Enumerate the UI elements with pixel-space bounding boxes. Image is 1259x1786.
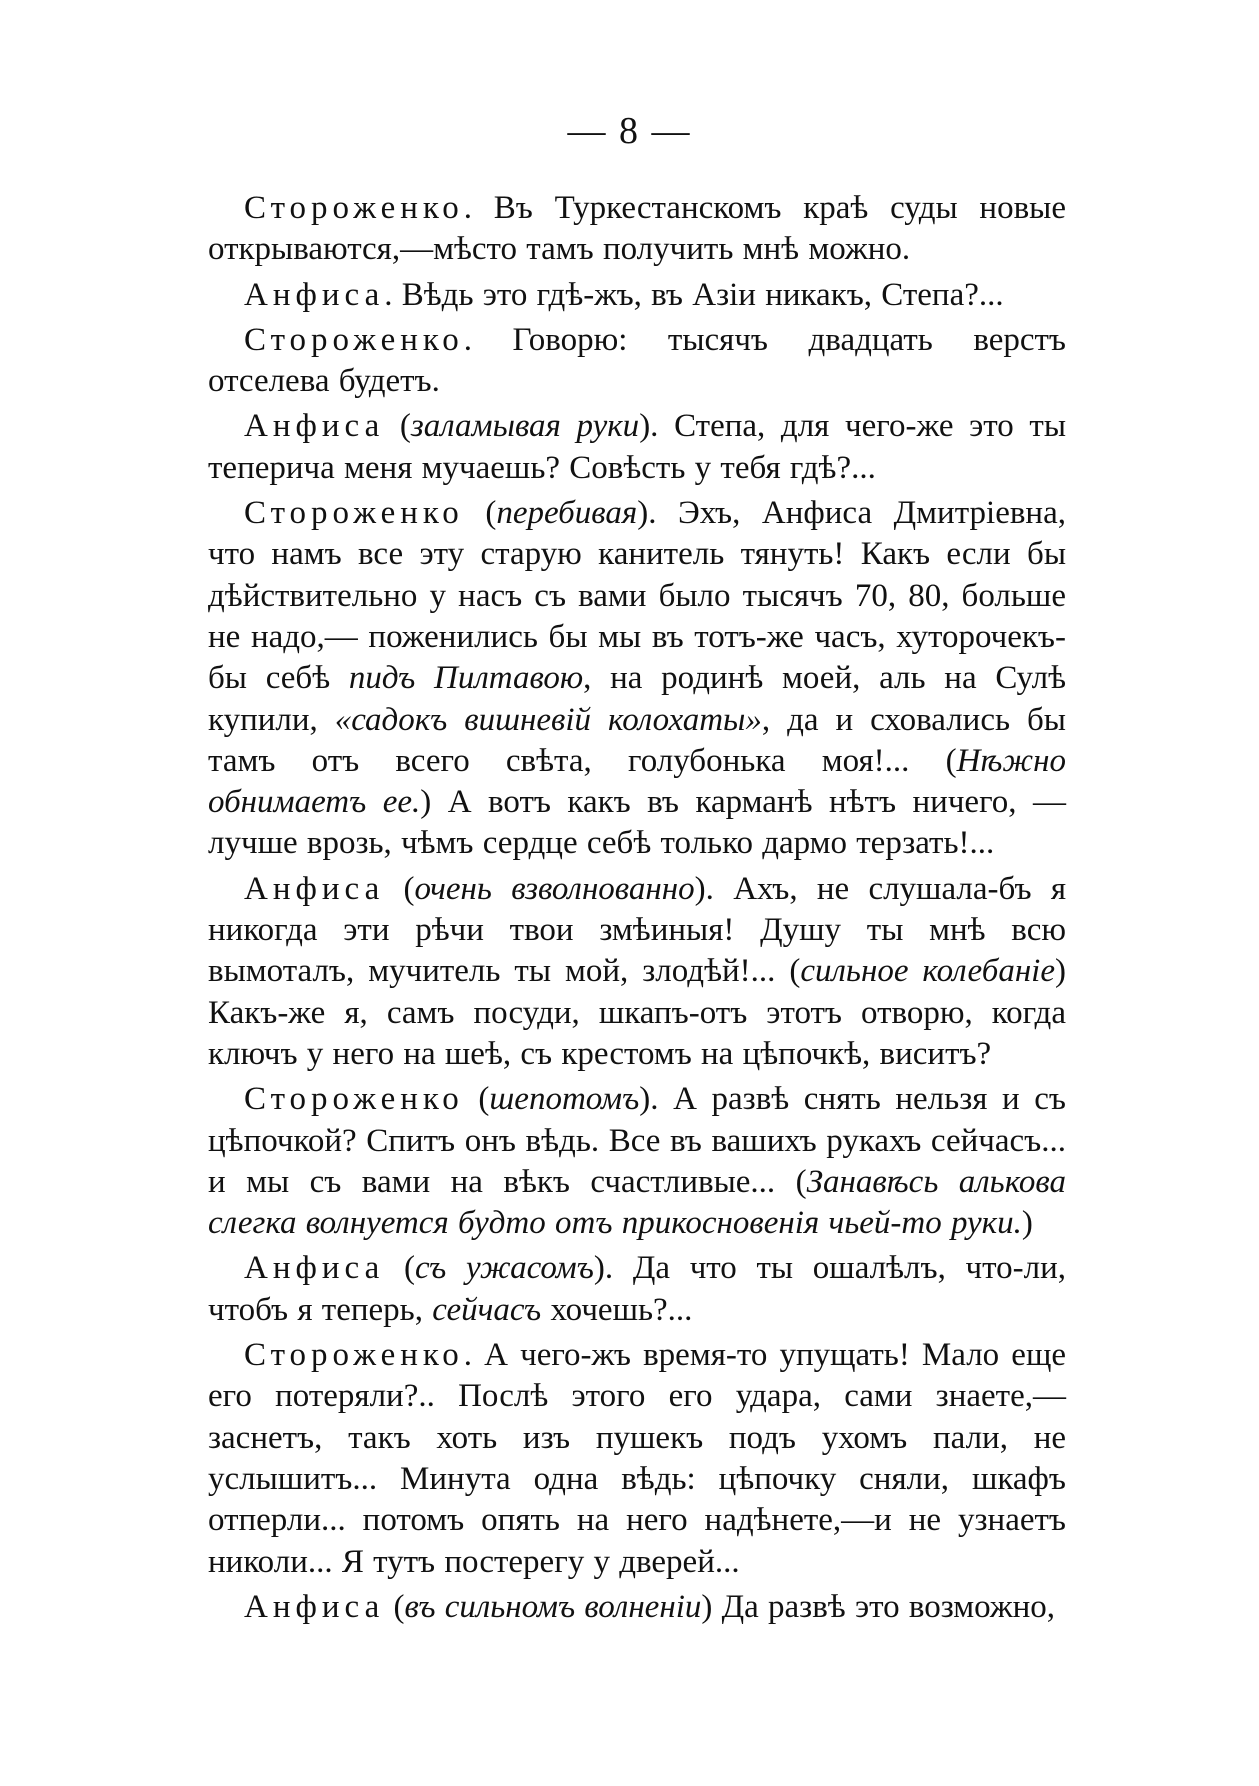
stage-direction: «садокъ вишневій колохаты» xyxy=(334,701,762,738)
stage-direction: съ ужасомъ xyxy=(414,1250,594,1287)
line-text: Вѣдь это гдѣ-жъ, въ Азіи никакъ, Степа?... xyxy=(392,276,1004,313)
speaker-name: Стороженко xyxy=(244,1081,464,1118)
stage-direction: заламывая руки xyxy=(410,408,640,445)
speaker-name: Стороженко xyxy=(244,190,464,226)
stage-direction: Нѣжно обнимаетъ ее. xyxy=(208,742,1066,821)
dialogue-paragraph xyxy=(208,275,1066,316)
speaker-name: Анфиса xyxy=(244,1588,385,1625)
line-text: А развѣ снять нельзя и съ цѣпочкой? Спитъ онъ вѣдь. Все въ вашихъ рукахъ сейчасъ... и мы съ вами на вѣкъ счастливые... ( xyxy=(208,1081,1066,1200)
page-number: — 8 — xyxy=(567,110,692,152)
dialogue-paragraph xyxy=(208,188,1066,271)
line-text: , на родинѣ моей, аль на Сулѣ купили, xyxy=(208,660,1066,738)
stage-direction: перебивая xyxy=(496,495,638,532)
paren-close: ). xyxy=(694,870,734,907)
stage-direction: пидъ Пилтавою xyxy=(348,660,584,697)
line-text: Въ Туркестанскомъ краѣ суды новые открываются,—мѣсто тамъ получить мнѣ можно. xyxy=(208,190,1066,268)
line-text: Да что ты ошалѣлъ, что-ли, чтобъ я теперь, xyxy=(208,1250,1066,1328)
line-text: ) Какъ-же я, самъ посуди, шкапъ-отъ этотъ отворю, когда ключъ у него на шеѣ, съ крестомъ на цѣпочкѣ, виситъ? xyxy=(208,953,1067,1072)
paren-open: ( xyxy=(463,495,497,532)
dialogue-paragraph xyxy=(208,406,1066,489)
paren-open: ( xyxy=(463,1081,490,1118)
speaker-name: Анфиса xyxy=(244,408,385,445)
line-text: Степа, для чего-же это ты теперича меня мучаешь? Совѣсть у тебя гдѣ?... xyxy=(208,408,1066,486)
speaker-name: Стороженко xyxy=(244,1337,464,1374)
paren-close: ). xyxy=(593,1250,633,1287)
separator: . xyxy=(463,1337,473,1374)
line-text: Говорю: тысячъ двадцать верстъ отселева будетъ. xyxy=(208,321,1066,400)
line-text: хочешь?... xyxy=(541,1291,693,1328)
paren-open: ( xyxy=(384,870,415,907)
dialogue-text xyxy=(208,188,1066,1632)
paren-close: ). xyxy=(637,495,678,532)
line-text: , да и сховались бы тамъ отъ всего свѣта, голубонька моя!... ( xyxy=(208,701,1066,779)
separator: . xyxy=(463,190,473,226)
speaker-name: Анфиса xyxy=(244,1250,385,1287)
stage-direction: въ сильномъ волненіи xyxy=(404,1588,702,1625)
line-text: Эхъ, Анфиса Дмитріевна, что намъ все эту старую канитель тянуть! Какъ если бы дѣйствительно у насъ съ вами было тысячъ 70, 80, больше не надо,— поженились бы мы въ тотъ-же часъ, хуторочекъ-бы себѣ xyxy=(208,495,1066,697)
line-text: А чего-жъ время-то упущать! Мало еще его потеряли?.. Послѣ этого его удара, сами знаете,—заснетъ, такъ хоть изъ пушекъ подъ ухомъ пали, не услышитъ... Минута одна вѣдь: цѣпочку сняли, шкафъ отперли... потомъ опять на него надѣнете,—и не узнаетъ николи... Я тутъ постерегу у дверей... xyxy=(208,1337,1066,1580)
stage-direction: очень взволнованно xyxy=(414,870,695,907)
paren-open: ( xyxy=(384,1250,415,1287)
line-text: Ахъ, не слушала-бъ я никогда эти рѣчи твои змѣиныя! Душу ты мнѣ всю вымоталъ, мучитель ты мой, злодѣй!... ( xyxy=(208,870,1066,990)
stage-direction: шепотомъ xyxy=(489,1081,640,1118)
paren-open: ( xyxy=(384,1588,405,1625)
dialogue-paragraph xyxy=(208,869,1066,1075)
stage-direction: сильное колебаніе xyxy=(800,953,1056,990)
speaker-name: Анфиса xyxy=(244,276,385,313)
paren-close: ) xyxy=(701,1588,722,1625)
dialogue-paragraph xyxy=(208,1079,1066,1244)
line-text: ) xyxy=(1021,1205,1033,1242)
line-text: Да развѣ это возможно, xyxy=(721,1588,1056,1625)
speaker-name: Стороженко xyxy=(244,495,464,532)
dialogue-paragraph xyxy=(208,493,1066,865)
stage-direction: Занавѣсь алькова слегка волнуется будто отъ прикосновенія чьей-то руки. xyxy=(208,1163,1066,1242)
speaker-name: Стороженко xyxy=(244,321,464,358)
dialogue-paragraph xyxy=(208,320,1066,403)
speaker-name: Анфиса xyxy=(244,870,385,907)
separator: . xyxy=(384,276,393,313)
paren-open: ( xyxy=(384,408,411,445)
separator: . xyxy=(463,321,473,358)
dialogue-paragraph xyxy=(208,1335,1066,1583)
dialogue-paragraph xyxy=(208,1587,1066,1628)
paren-close: ). xyxy=(639,1081,674,1118)
dialogue-paragraph xyxy=(208,1248,1066,1331)
stage-direction: сейчасъ xyxy=(432,1291,542,1328)
paren-close: ). xyxy=(639,408,675,445)
line-text: ) А вотъ какъ въ карманѣ нѣтъ ничего, — лучше врозь, чѣмъ сердце себѣ только дармо терзать!... xyxy=(208,784,1066,862)
